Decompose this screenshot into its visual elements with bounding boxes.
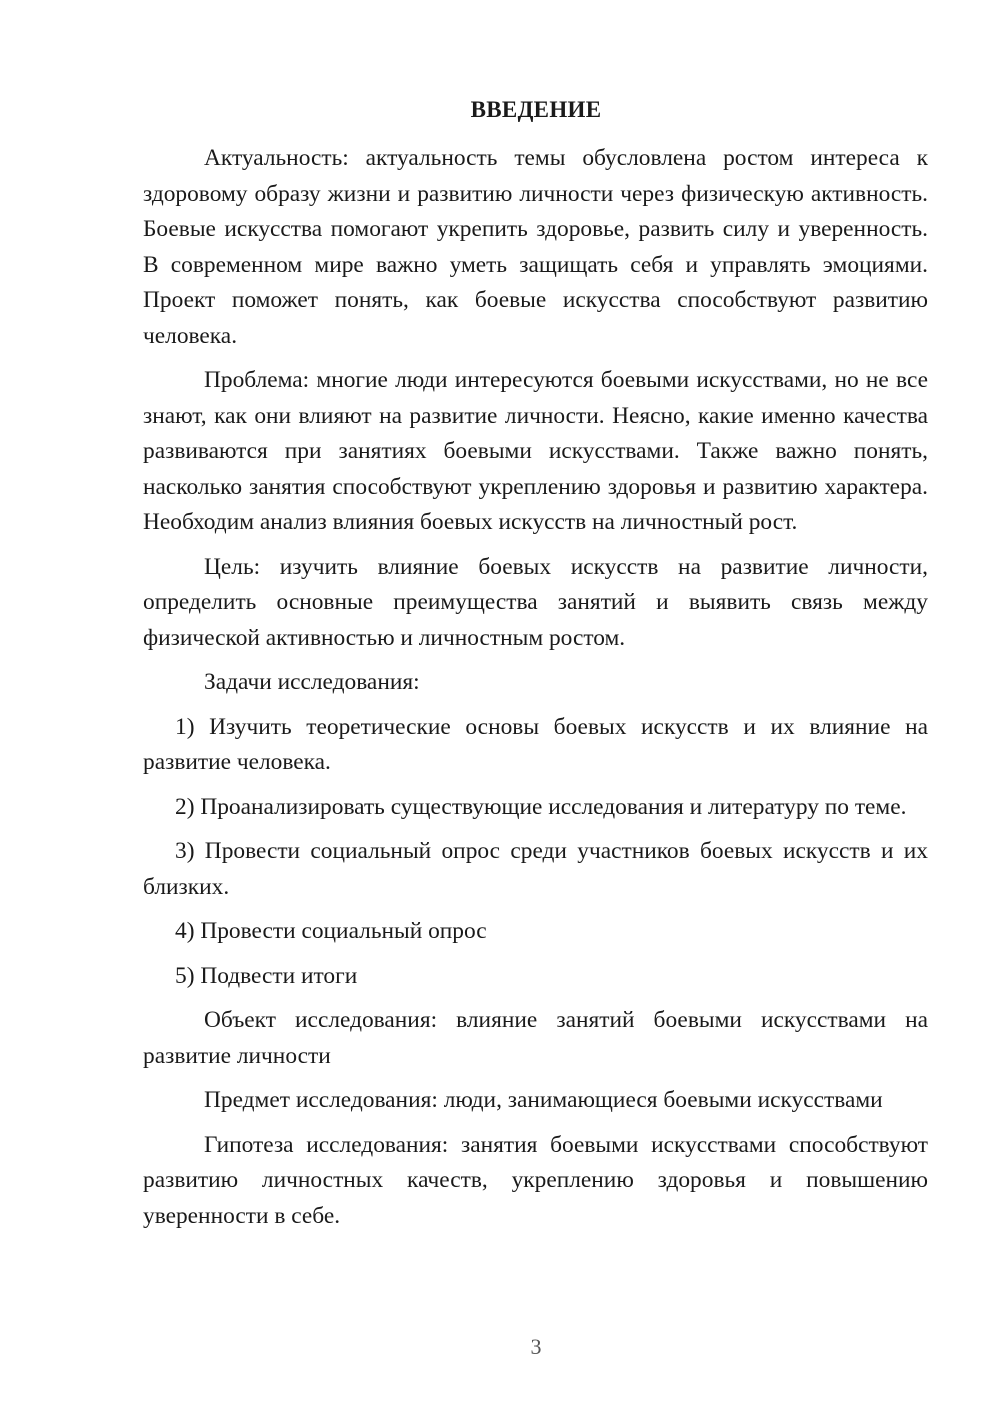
paragraph-subject: Предмет исследования: люди, занимающиеся боевыми искусствами [204,1087,883,1113]
document-body [143,141,928,1234]
task-item-3: 3) Провести социальный опрос среди участников боевых искусств и их близких. [143,838,928,900]
section-title: ВВЕДЕНИЕ [470,97,602,122]
task-item-2: 2) Проанализировать существующие исследования и литературу по теме. [175,793,907,820]
task-item-4: 4) Провести социальный опрос [175,918,487,944]
paragraph-relevance: Актуальность: актуальность темы обусловлена ростом интереса к здоровому образу жизни и развитию личности через физическую активность. Боевые искусства помогают укрепить здоровье, развить силу и уверенность. В современном мире важно уметь защищать себя и управлять эмоциями. Проект поможет понять, как боевые искусства способствуют развитию человека. [143,145,928,349]
paragraph-tasks-heading: Задачи исследования: [204,669,420,695]
task-item-1: 1) Изучить теоретические основы боевых искусств и их влияние на развитие человека. [143,713,928,775]
paragraph-object: Объект исследования: влияние занятий боевыми искусствами на развитие личности [143,1007,928,1069]
page-number: 3 [530,1334,542,1359]
task-item-5: 5) Подвести итоги [175,962,358,989]
paragraph-hypothesis: Гипотеза исследования: занятия боевыми искусствами способствуют развитию личностных качеств, укреплению здоровья и повышению уверенности в себе. [143,1131,928,1229]
paragraph-problem: Проблема: многие люди интересуются боевыми искусствами, но не все знают, как они влияют на развитие личности. Неясно, какие именно качества развиваются при занятиях боевыми искусствами. Также важно понять, насколько занятия способствуют укреплению здоровья и развитию характера. Необходим анализ влияния боевых искусств на личностный рост. [143,367,928,535]
paragraph-goal: Цель: изучить влияние боевых искусств на развитие личности, определить основные преимущества занятий и выявить связь между физической активностью и личностным ростом. [143,553,928,651]
